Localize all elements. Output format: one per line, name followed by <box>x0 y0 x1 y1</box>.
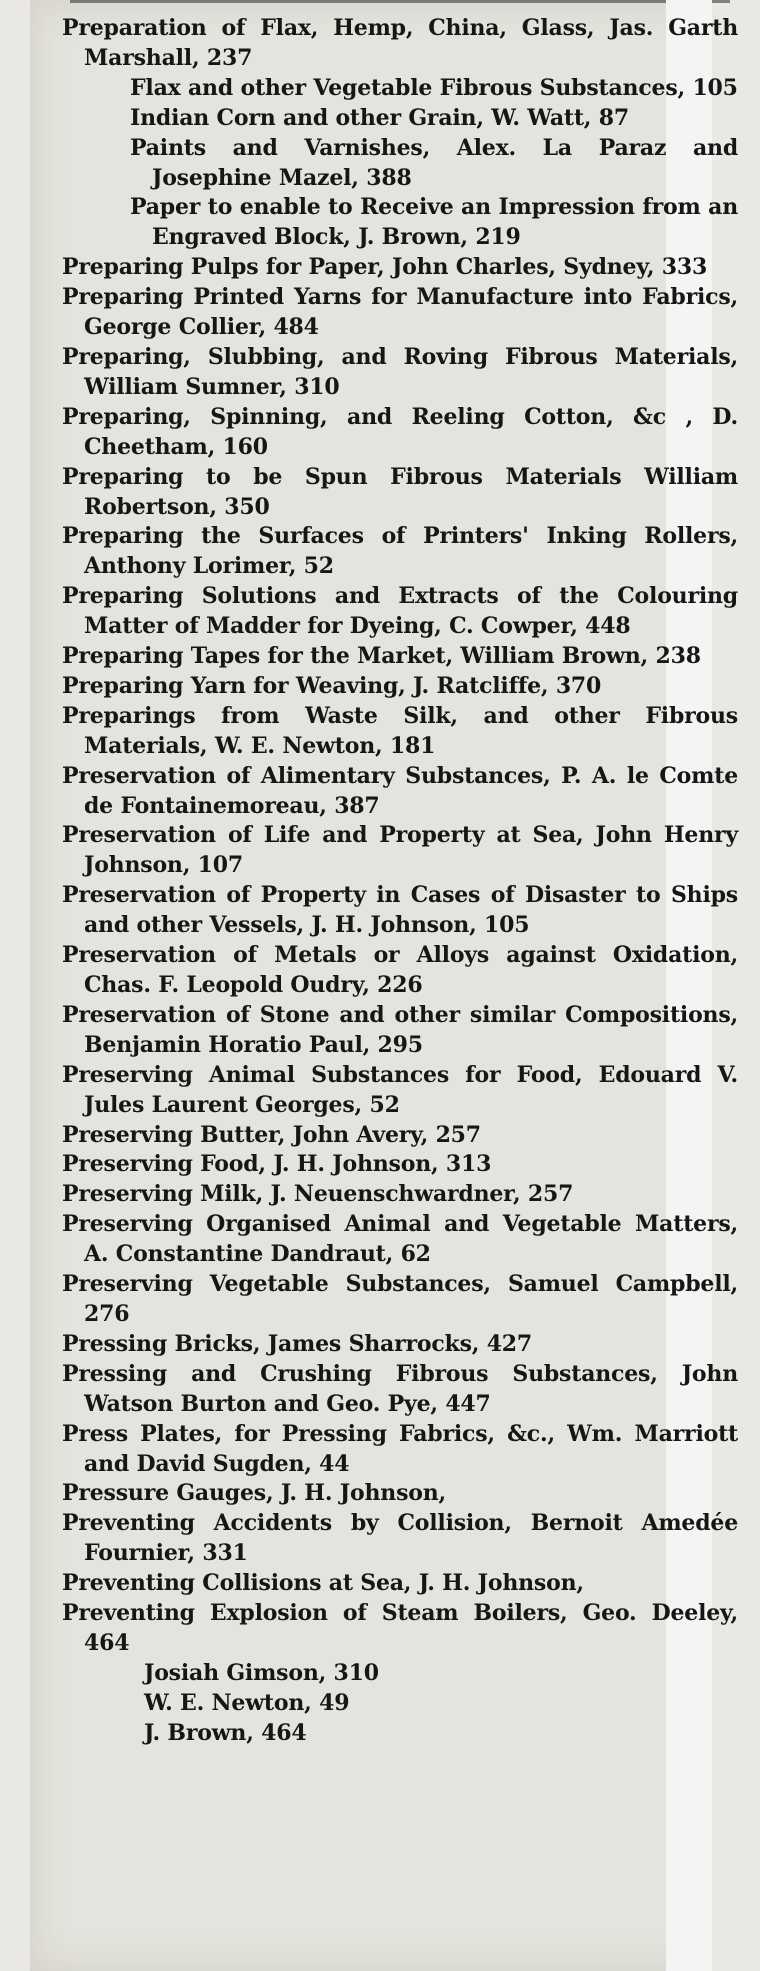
index-subentry: Paper to enable to Receive an Impression from an Engraved Block, J. Brown, 219 <box>130 194 738 251</box>
index-entry: Preparing Solutions and Extracts of the Colouring Matter of Madder for Dyeing, C. Cowper, 448 <box>62 583 738 640</box>
index-subentry: W. E. Newton, 49 <box>144 1689 350 1716</box>
index-entry: Preserving Animal Substances for Food, Edouard V. Jules Laurent Georges, 52 <box>62 1061 738 1118</box>
index-entry: Preparing Printed Yarns for Manufacture into Fabrics, George Collier, 484 <box>62 284 738 341</box>
index-entry: Pressing Bricks, James Sharrocks, 427 <box>62 1330 533 1357</box>
index-entry: Preparing Pulps for Paper, John Charles, Sydney, 333 <box>62 254 708 281</box>
index-entry: Preserving Milk, J. Neuenschwardner, 257 <box>62 1181 574 1208</box>
index-entry: Preparing Yarn for Weaving, J. Ratcliffe, 370 <box>62 672 602 699</box>
index-entry: Preservation of Stone and other similar Compositions, Benjamin Horatio Paul, 295 <box>62 1001 738 1058</box>
index-entry: Preservation of Alimentary Substances, P. A. le Comte de Fontainemoreau, 387 <box>62 762 738 819</box>
index-entry: Preparing to be Spun Fibrous Materials William Robertson, 350 <box>62 463 738 520</box>
index-subentry: Flax and other Vegetable Fibrous Substances, 105 <box>130 74 738 101</box>
index-subentry: Indian Corn and other Grain, W. Watt, 87 <box>130 104 629 131</box>
index-entry: Preserving Food, J. H. Johnson, 313 <box>62 1151 492 1178</box>
index-entry: Preventing Explosion of Steam Boilers, Geo. Deeley, 464 <box>62 1600 738 1656</box>
index-entry: Preservation of Metals or Alloys against Oxidation, Chas. F. Leopold Oudry, 226 <box>62 942 738 998</box>
index-entry: Pressing and Crushing Fibrous Substances, John Watson Burton and Geo. Pye, 447 <box>62 1360 738 1417</box>
top-rule <box>70 0 730 3</box>
index-entry: Preservation of Property in Cases of Disaster to Ships and other Vessels, J. H. Johnson, 105 <box>62 882 738 939</box>
index-subentry: Paints and Varnishes, Alex. La Paraz and Josephine Mazel, 388 <box>130 134 738 191</box>
index-entry: Preparing, Slubbing, and Roving Fibrous Materials, William Sumner, 310 <box>62 343 738 400</box>
scanned-page <box>30 0 738 1971</box>
index-entry: Preparation of Flax, Hemp, China, Glass, Jas. Garth Marshall, 237 <box>62 15 738 71</box>
index-entry: Preparings from Waste Silk, and other Fibrous Materials, W. E. Newton, 181 <box>62 702 738 759</box>
index-entry: Preservation of Life and Property at Sea, John Henry Johnson, 107 <box>62 822 738 879</box>
index-entry: Preparing the Surfaces of Printers' Inking Rollers, Anthony Lorimer, 52 <box>62 523 738 580</box>
index-entry: Preparing, Spinning, and Reeling Cotton, &c , D. Cheetham, 160 <box>62 403 738 460</box>
index-entry: Preserving Organised Animal and Vegetable Matters, A. Constantine Dandraut, 62 <box>62 1211 738 1268</box>
index-entry: Press Plates, for Pressing Fabrics, &c., Wm. Marriott and David Sugden, 44 <box>62 1420 738 1477</box>
index-entry: Preserving Butter, John Avery, 257 <box>62 1121 481 1148</box>
index-entry: Pressure Gauges, J. H. Johnson, <box>62 1480 446 1507</box>
index-entry: Preserving Vegetable Substances, Samuel Campbell, 276 <box>62 1271 738 1327</box>
index-entry: Preventing Collisions at Sea, J. H. Johnson, <box>62 1570 584 1597</box>
index-subentry: Josiah Gimson, 310 <box>144 1659 379 1686</box>
index-subentry: J. Brown, 464 <box>144 1719 307 1746</box>
index-column <box>62 14 738 1749</box>
index-entry: Preparing Tapes for the Market, William Brown, 238 <box>62 643 701 670</box>
index-entry: Preventing Accidents by Collision, Bernoit Amedée Fournier, 331 <box>62 1510 738 1567</box>
